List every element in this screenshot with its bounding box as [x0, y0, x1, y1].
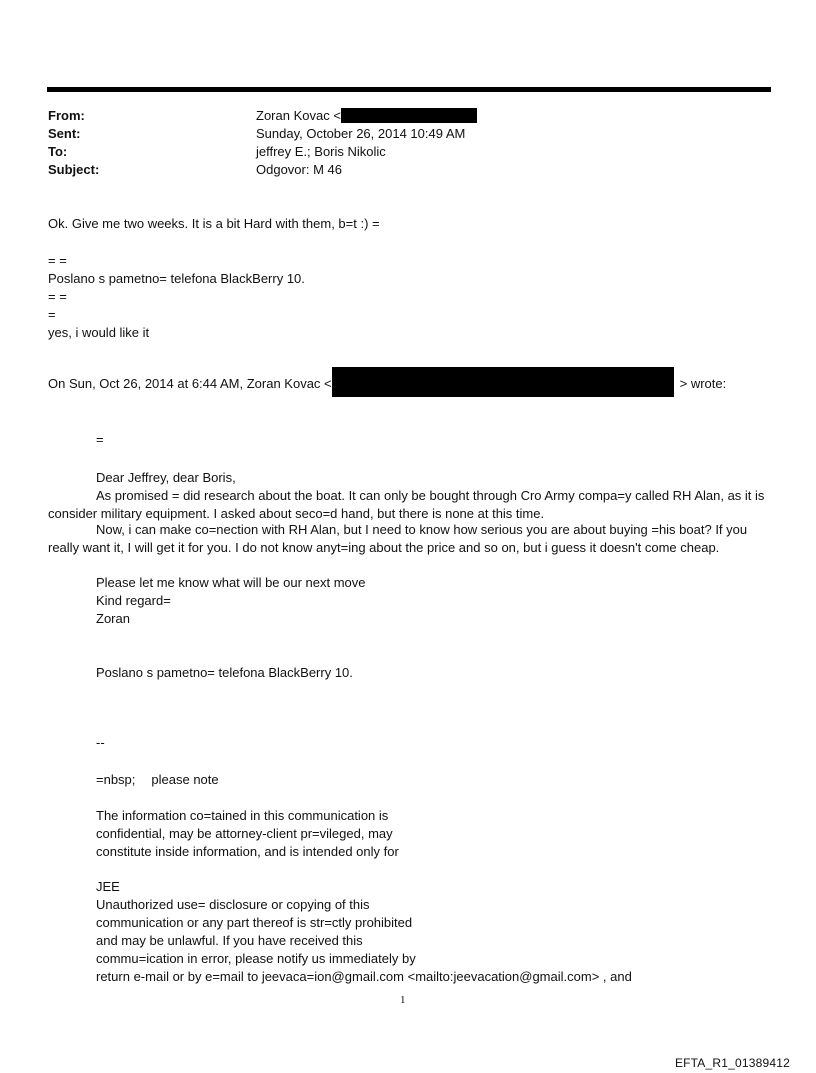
disclaimer-line-8: return e-mail or by e=mail to jeevaca=ion@gmail.com <mailto:jeevacation@gmail.com> , and — [96, 969, 632, 984]
disclaimer-line-6: and may be unlawful. If you have received this — [96, 933, 363, 948]
nbsp-text: =nbsp; — [96, 772, 136, 787]
quote-intro — [48, 375, 726, 397]
reply-line-5: = — [48, 307, 56, 322]
disclaimer-jee: JEE — [96, 879, 120, 894]
reply-line-2: = = — [48, 253, 67, 268]
disclaimer-line-7: commu=ication in error, please notify us immediately by — [96, 951, 416, 966]
quote-paragraph-1: As promised = did research about the boat. It can only be bought through Cro Army compa=y called RH Alan, as it is consider military equipment. I asked about seco=d hand, but there is none at this time. — [48, 488, 765, 521]
sent-label: Sent: — [48, 126, 81, 141]
from-name: Zoran Kovac < — [256, 108, 341, 123]
quote-intro-start: On Sun, Oct 26, 2014 at 6:44 AM, Zoran Kovac < — [48, 376, 332, 391]
disclaimer-line-1: The information co=tained in this communication is — [96, 808, 389, 823]
from-label: From: — [48, 108, 85, 123]
header-rule — [47, 87, 771, 92]
reply-line-1: Ok. Give me two weeks. It is a bit Hard with them, b=t :) = — [48, 216, 380, 231]
redaction-bar — [341, 108, 477, 123]
reply-line-3: Poslano s pametno= telefona BlackBerry 10. — [48, 271, 305, 286]
quote-eq: = — [96, 432, 104, 447]
document-id: EFTA_R1_01389412 — [674, 1056, 790, 1070]
to-value: jeffrey E.; Boris Nikolic — [256, 144, 386, 159]
reply-line-4: = = — [48, 289, 67, 304]
redaction-bar — [332, 367, 674, 397]
reply-line-6: yes, i would like it — [48, 325, 150, 340]
quote-next-move: Please let me know what will be our next move — [96, 575, 366, 590]
quote-regards: Kind regard= — [96, 593, 171, 608]
subject-label: Subject: — [48, 162, 100, 177]
to-label: To: — [48, 144, 68, 159]
quote-greeting: Dear Jeffrey, dear Boris, — [96, 470, 236, 485]
please-note: please note — [151, 772, 219, 787]
from-value — [256, 107, 477, 125]
disclaimer-line-2: confidential, may be attorney-client pr=vileged, may — [96, 826, 393, 841]
disclaimer-dashes: -- — [96, 735, 105, 750]
disclaimer-line-5: communication or any part thereof is str=ctly prohibited — [96, 915, 413, 930]
disclaimer-line-4: Unauthorized use= disclosure or copying of this — [96, 897, 370, 912]
quote-paragraph-2: Now, i can make co=nection with RH Alan, but I need to know how serious you are about buying =his boat? If you really want it, I will get it for you. I do not know anyt=ing about the price and so on, but i guess it doesn't come cheap. — [48, 522, 748, 555]
page-number: 1 — [400, 994, 406, 1006]
quote-sent-from: Poslano s pametno= telefona BlackBerry 10. — [96, 665, 353, 680]
disclaimer-note-row — [96, 771, 219, 789]
quote-intro-end: > wrote: — [679, 376, 727, 391]
sent-value: Sunday, October 26, 2014 10:49 AM — [256, 126, 466, 141]
disclaimer-line-3: constitute inside information, and is intended only for — [96, 844, 399, 859]
subject-value: Odgovor: M 46 — [256, 162, 342, 177]
quote-signature: Zoran — [96, 611, 130, 626]
